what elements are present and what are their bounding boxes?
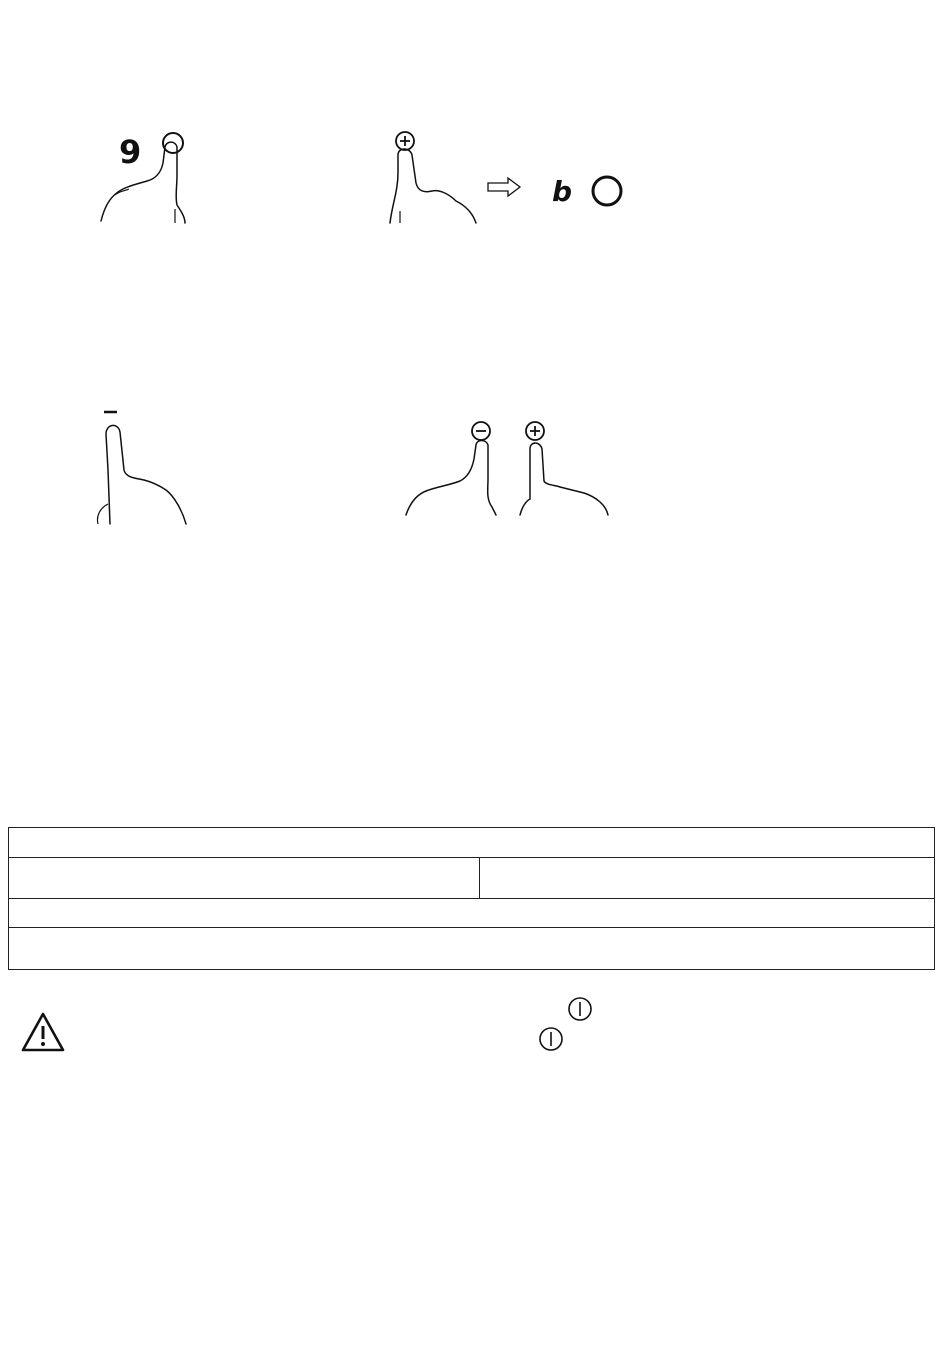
minus-button-icon[interactable] bbox=[472, 422, 490, 440]
figure-select-zone bbox=[95, 125, 205, 230]
pointing-hand-icon bbox=[101, 142, 185, 223]
table-cell bbox=[9, 899, 935, 928]
figure-boost bbox=[380, 125, 630, 230]
table-row bbox=[9, 899, 935, 928]
table-cell bbox=[9, 928, 935, 970]
pointing-hand-icon bbox=[406, 441, 608, 516]
pointing-hand-icon bbox=[390, 149, 476, 223]
circle-icon bbox=[593, 177, 621, 205]
figure-lock bbox=[400, 415, 615, 520]
right-arrow-icon bbox=[488, 178, 520, 196]
table-cell bbox=[480, 858, 935, 899]
table-row bbox=[9, 858, 935, 899]
display-letter: b bbox=[552, 175, 573, 208]
figure-decrease bbox=[90, 400, 200, 530]
display-digit: 9 bbox=[119, 133, 142, 171]
table-row bbox=[9, 928, 935, 970]
table-row bbox=[9, 828, 935, 858]
plus-button-icon[interactable] bbox=[396, 132, 414, 150]
plus-button-icon[interactable] bbox=[526, 422, 544, 440]
info-table bbox=[8, 827, 935, 970]
table-cell bbox=[9, 828, 935, 858]
warning-triangle-icon bbox=[20, 1010, 66, 1054]
table-cell bbox=[9, 858, 480, 899]
pointing-hand-icon bbox=[97, 425, 186, 524]
power-icon bbox=[566, 995, 594, 1023]
power-icon bbox=[537, 1025, 565, 1053]
